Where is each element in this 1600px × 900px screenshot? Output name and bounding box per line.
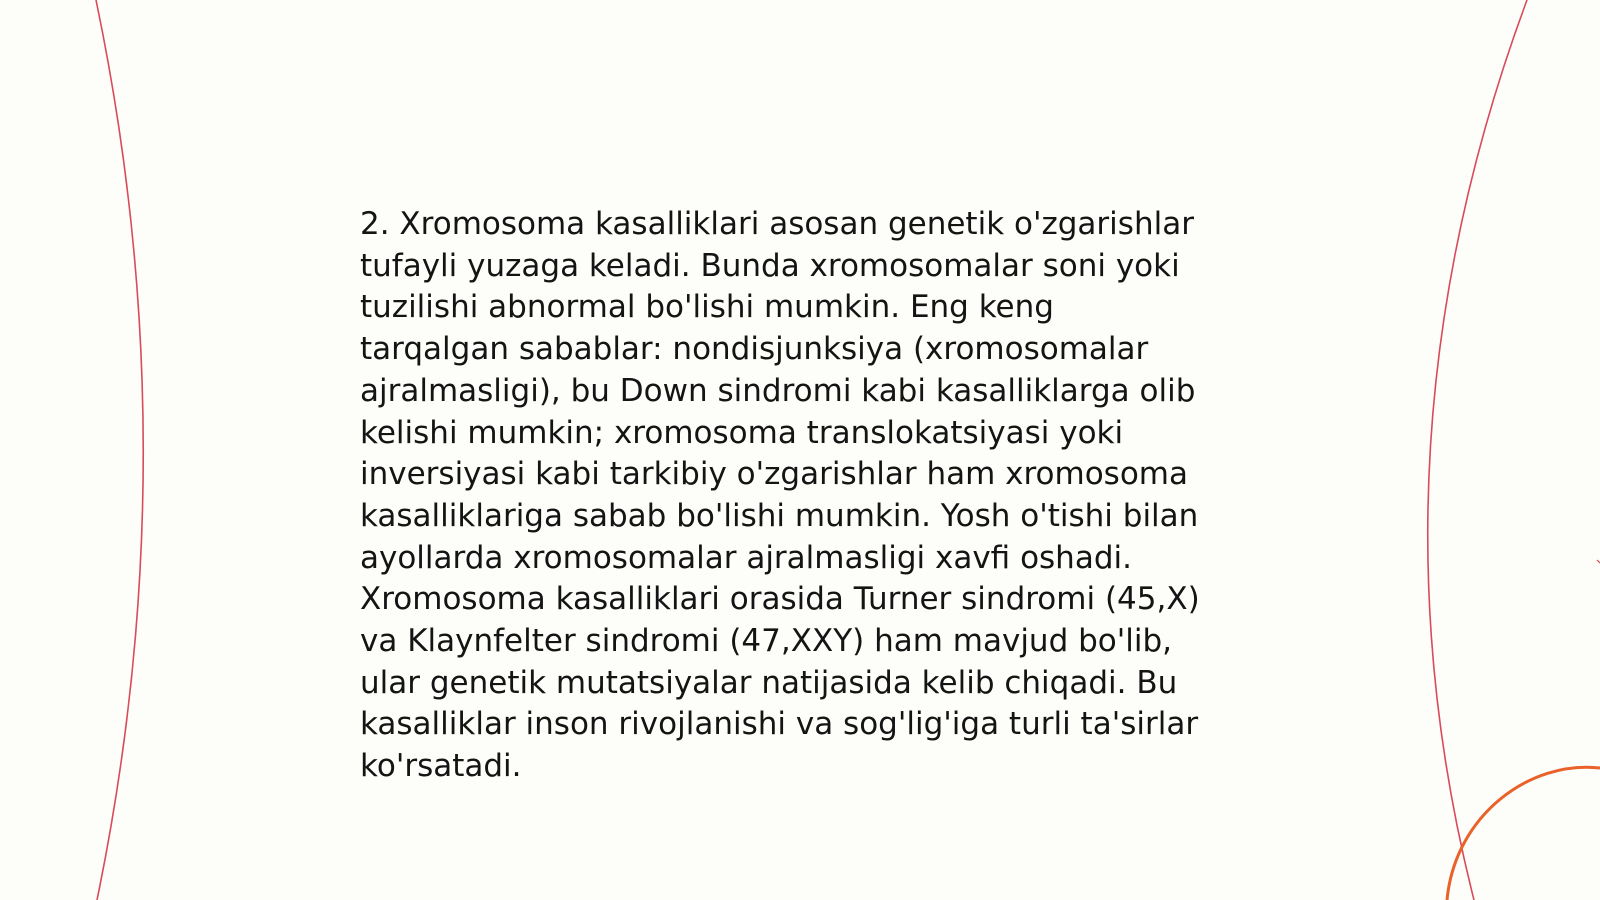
body-paragraph: 2. Xromosoma kasalliklari asosan genetik o'zgarishlar tufayli yuzaga keladi. Bunda xromosomalar soni yoki tuzilishi abnormal bo'lishi mumkin. Eng keng tarqalgan sabablar: nondisjunksiya (xromosomalar ajralmasligi), bu Down sindromi kabi kasalliklarga olib kelishi mumkin; xromosoma translokatsiyasi yoki inversiyasi kabi tarkibiy o'zgarishlar ham xromosoma kasalliklariga sabab bo'lishi mumkin. Yosh o'tishi bilan ayollarda xromosomalar ajralmasligi xavfi oshadi. Xromosoma kasalliklari orasida Turner sindromi (45,X) va Klaynfelter sindromi (47,XXY) ham mavjud bo'lib, ular genetik mutatsiyalar natijasida kelib chiqadi. Bu kasalliklar inson rivojlanishi va sog'lig'iga turli ta'sirlar ko'rsatadi. bbox=[360, 206, 1200, 785]
right-arc-line bbox=[1428, 0, 1527, 900]
accent-orange-arc bbox=[1447, 767, 1600, 900]
left-arc-line bbox=[96, 0, 143, 900]
